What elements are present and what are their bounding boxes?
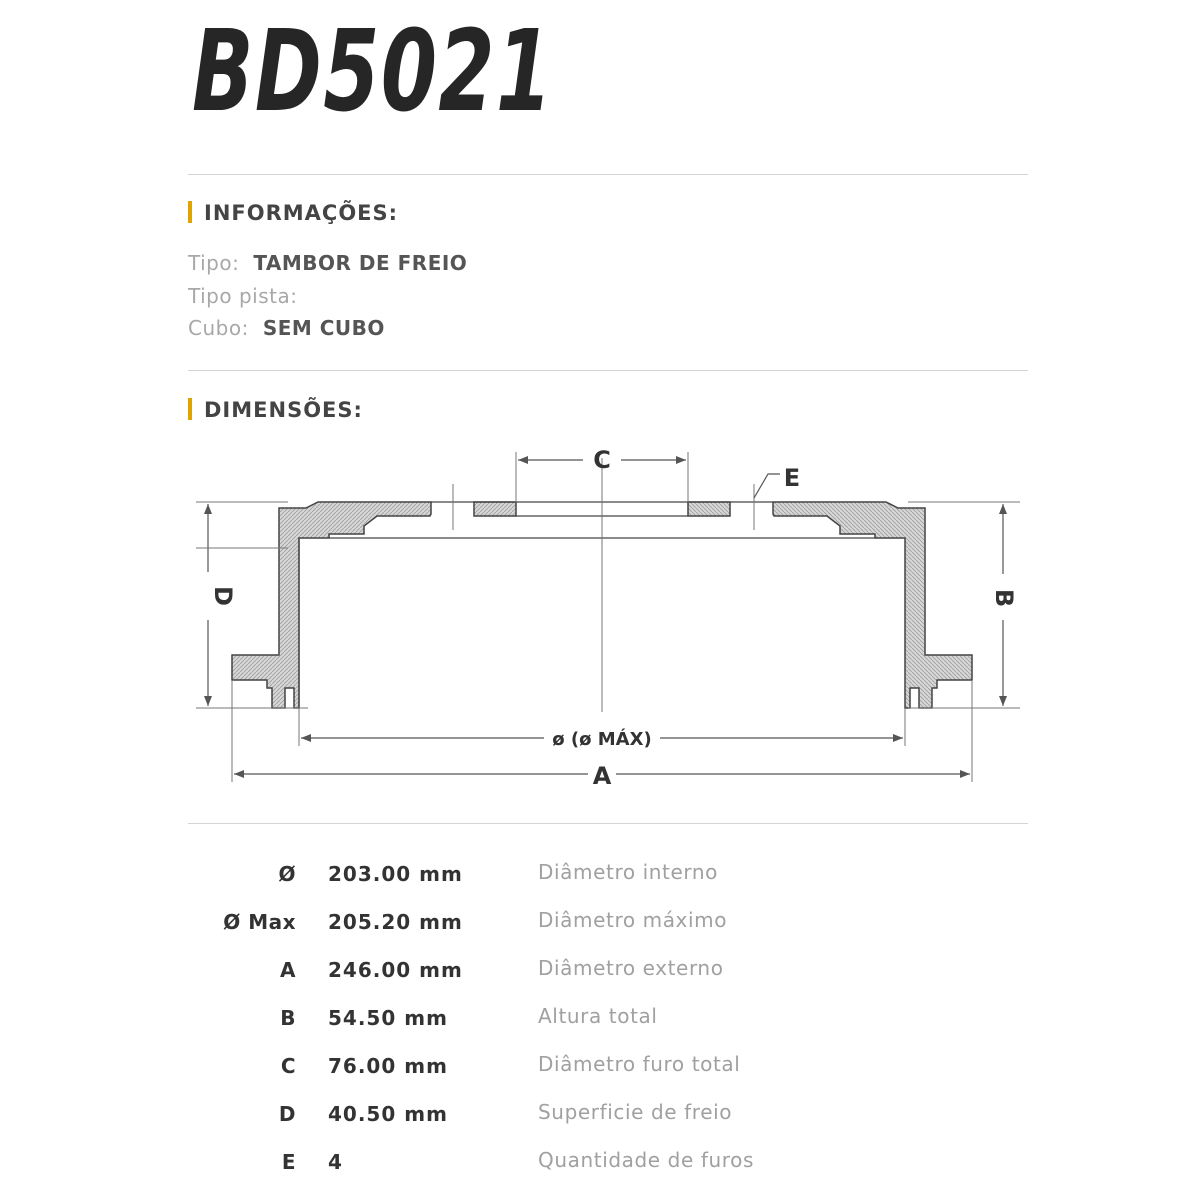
drum-section-right-hub [688, 502, 730, 516]
dim-label-a: A [592, 762, 612, 790]
dimension-description: Diâmetro máximo [538, 908, 728, 932]
info-row-tipo [188, 251, 467, 275]
dim-label-inner: ø (ø MÁX) [552, 729, 652, 750]
info-label: Cubo: [188, 316, 249, 340]
dimension-row [188, 1054, 1028, 1094]
dimension-description: Quantidade de furos [538, 1148, 754, 1172]
accent-bar [188, 398, 192, 420]
dimension-key: A [280, 958, 296, 982]
dimension-description: Diâmetro interno [538, 860, 718, 884]
dim-label-b: B [990, 588, 1018, 608]
dimension-row [188, 1150, 1028, 1190]
dimensions-heading-text: DIMENSÕES: [204, 398, 363, 422]
brake-drum-diagram [188, 440, 1028, 800]
dimension-description: Altura total [538, 1004, 658, 1028]
dimension-key: C [280, 1054, 296, 1078]
drum-section-left-hub [474, 502, 516, 516]
dimension-description: Diâmetro externo [538, 956, 724, 980]
dimension-value: 205.20 mm [328, 910, 463, 934]
dimension-row [188, 1102, 1028, 1142]
dimension-row [188, 1006, 1028, 1046]
dimension-key: Ø Max [223, 910, 296, 934]
info-value: SEM CUBO [262, 316, 385, 340]
dimension-value: 203.00 mm [328, 862, 463, 886]
dimension-row [188, 958, 1028, 998]
dimension-value: 76.00 mm [328, 1054, 448, 1078]
dimension-key: D [278, 1102, 296, 1126]
info-heading-text: INFORMAÇÕES: [204, 201, 399, 225]
info-heading [188, 201, 398, 225]
info-label: Tipo pista: [188, 284, 298, 308]
dimension-value: 40.50 mm [328, 1102, 448, 1126]
dimension-description: Diâmetro furo total [538, 1052, 741, 1076]
dimension-row [188, 910, 1028, 950]
dimension-key: E [281, 1150, 296, 1174]
info-row-cubo [188, 316, 385, 340]
drum-section-left [232, 502, 431, 708]
dimension-value: 54.50 mm [328, 1006, 448, 1030]
dimension-value: 246.00 mm [328, 958, 463, 982]
dimension-row [188, 862, 1028, 902]
drum-section-right [773, 502, 972, 708]
dimension-key: Ø [278, 862, 296, 886]
divider [188, 174, 1028, 175]
dim-label-d: D [209, 586, 237, 606]
dimension-value: 4 [328, 1150, 343, 1174]
dimension-key: B [280, 1006, 296, 1030]
dimensions-heading [188, 398, 363, 422]
info-value: TAMBOR DE FREIO [253, 251, 468, 275]
divider [188, 370, 1028, 371]
dim-label-c: C [593, 446, 611, 474]
accent-bar [188, 201, 192, 223]
product-code: BD5021 [192, 7, 554, 137]
dim-leader-e [754, 474, 780, 498]
info-label: Tipo: [188, 251, 240, 275]
info-row-tipo-pista [188, 284, 311, 308]
dim-label-e: E [783, 464, 801, 492]
dimension-description: Superficie de freio [538, 1100, 733, 1124]
divider [188, 823, 1028, 824]
